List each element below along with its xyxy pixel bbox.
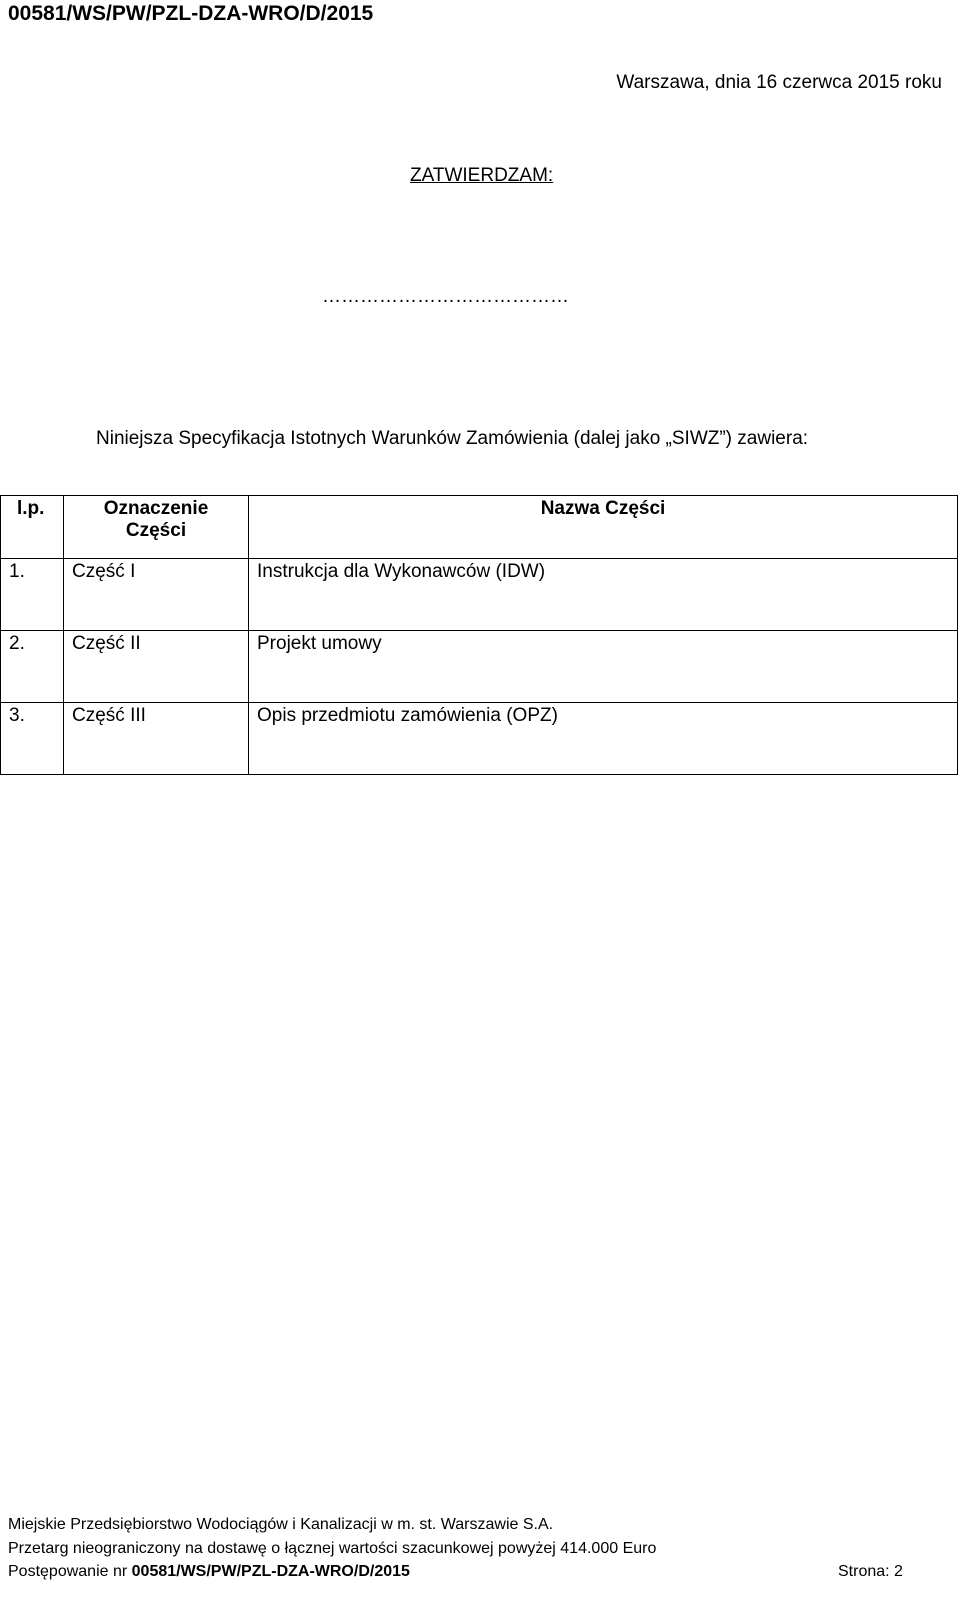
footer-tender: Przetarg nieograniczony na dostawę o łącznej wartości szacunkowej powyżej 414.000 Euro: [8, 1540, 657, 1557]
signature-line: …………………………………: [322, 286, 569, 307]
header-designation-line2: Części: [125, 520, 187, 541]
intro-text: Niniejsza Specyfikacja Istotnych Warunków Zamówienia (dalej jako „SIWZ”) zawiera:: [96, 428, 809, 449]
table-row: [1, 703, 958, 775]
footer-company: Miejskie Przedsiębiorstwo Wodociągów i Kanalizacji w m. st. Warszawie S.A.: [8, 1516, 554, 1533]
row-lp: 1.: [1, 559, 64, 631]
table-row: [1, 631, 958, 703]
row-lp: 2.: [1, 631, 64, 703]
row-lp: 3.: [1, 703, 64, 775]
parts-table: [0, 495, 958, 775]
header-lp: l.p.: [1, 496, 64, 559]
row-designation: Część III: [64, 703, 249, 775]
header-name: Nazwa Części: [249, 496, 958, 559]
row-name: Opis przedmiotu zamówienia (OPZ): [249, 703, 958, 775]
header-designation: [64, 496, 249, 559]
table-header-row: [1, 496, 958, 559]
header-designation-line1: Oznaczenie: [103, 498, 209, 519]
table-row: [1, 559, 958, 631]
row-name: Projekt umowy: [249, 631, 958, 703]
row-designation: Część II: [64, 631, 249, 703]
date-line: Warszawa, dnia 16 czerwca 2015 roku: [616, 72, 942, 93]
row-name: Instrukcja dla Wykonawców (IDW): [249, 559, 958, 631]
footer-procedure: [8, 1563, 410, 1581]
footer-procedure-number: 00581/WS/PW/PZL-DZA-WRO/D/2015: [131, 1563, 410, 1580]
approval-label: ZATWIERDZAM:: [410, 165, 554, 186]
row-designation: Część I: [64, 559, 249, 631]
document-id: 00581/WS/PW/PZL-DZA-WRO/D/2015: [8, 2, 374, 25]
page-number: Strona: 2: [838, 1563, 903, 1580]
footer-procedure-prefix: Postępowanie nr: [8, 1563, 132, 1580]
